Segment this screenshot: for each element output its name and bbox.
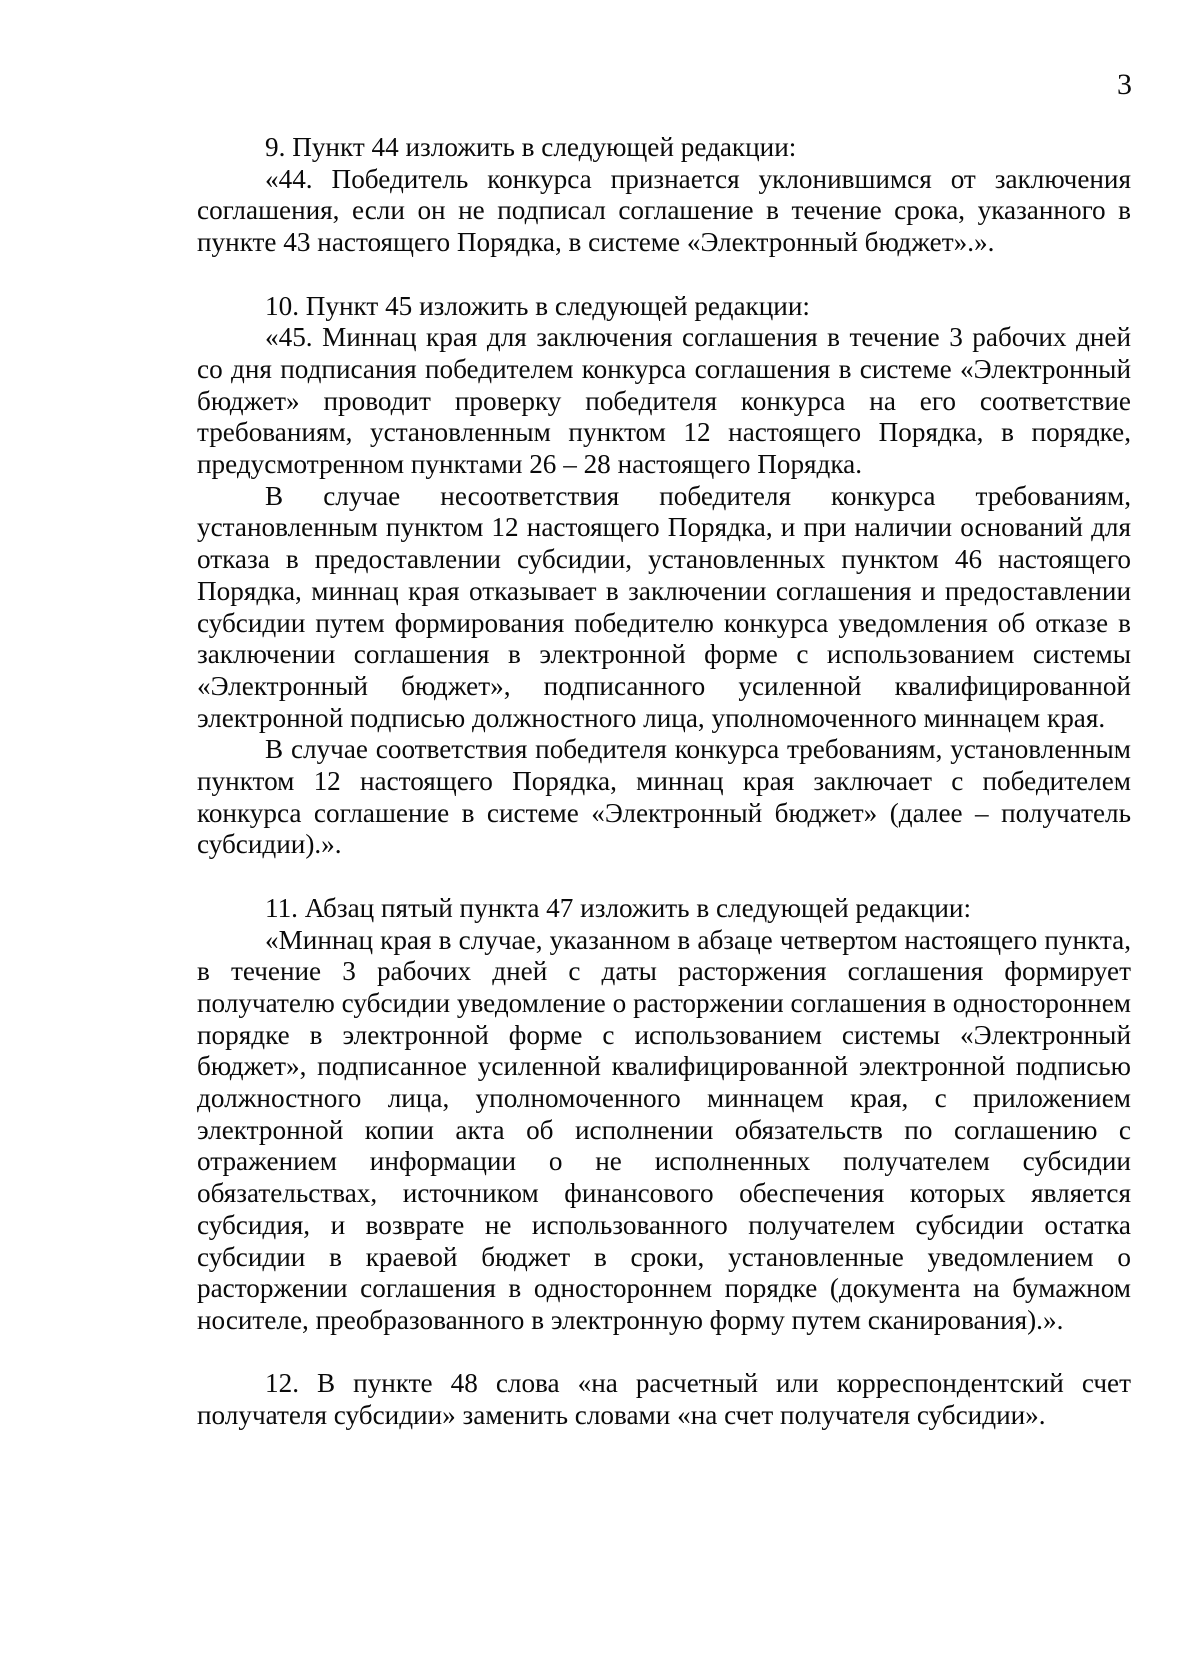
section-heading: 12. В пункте 48 слова «на расчетный или корреспондентский счет получателя субсидии» заменить словами «на счет получателя субсидии». [197,1368,1131,1431]
section-gap [197,259,1131,291]
page-number: 3 [1117,68,1132,101]
document-body [197,132,1131,1432]
section-heading: 9. Пункт 44 изложить в следующей редакции: [265,132,797,162]
section-paragraph: В случае несоответствия победителя конкурса требованиям, установленным пунктом 12 настоящего Порядка, и при наличии оснований для отказа в предоставлении субсидии, установленных пунктом 46 настоящего Порядка, миннац края отказывает в заключении соглашения и предоставлении субсидии путем формирования победителю конкурса уведомления об отказе в заключении соглашения в электронной форме с использованием системы «Электронный бюджет», подписанного усиленной квалифицированной электронной подписью должностного лица, уполномоченного миннацем края. [197,480,1131,733]
section-item-11 [197,893,1131,1337]
section-paragraph: «Миннац края в случае, указанном в абзаце четвертом настоящего пункта, в течение 3 рабочих дней с даты расторжения соглашения формирует получателю субсидии уведомление о расторжении соглашения в одностороннем порядке в электронной форме с использованием системы «Электронный бюджет», подписанное усиленной квалифицированной электронной подписью должностного лица, уполномоченного миннацем края, с приложением электронной копии акта об исполнении обязательств по соглашению с отражением информации о не исполненных получателем субсидии обязательствах, источником финансового обеспечения которых является субсидия, и возврате не использованного получателем субсидии остатка субсидии в краевой бюджет в сроки, установленные уведомлением о расторжении соглашения в одностороннем порядке (документа на бумажном носителе, преобразованного в электронную форму путем сканирования).». [197,924,1131,1335]
section-gap [197,1337,1131,1369]
section-item-12 [197,1368,1131,1431]
section-heading: 11. Абзац пятый пункта 47 изложить в следующей редакции: [265,892,972,923]
section-gap [197,861,1131,893]
section-item-10 [197,291,1131,862]
section-paragraph: В случае соответствия победителя конкурса требованиям, установленным пунктом 12 настоящего Порядка, миннац края заключает с победителем конкурса соглашение в системе «Электронный бюджет» (далее – получатель субсидии).». [197,734,1131,860]
section-heading: 10. Пункт 45 изложить в следующей редакции: [265,290,810,321]
section-paragraph: «45. Миннац края для заключения соглашения в течение 3 рабочих дней со дня подписания победителем конкурса соглашения в системе «Электронный бюджет» проводит проверку победителя конкурса на его соответствие требованиям, установленным пунктом 12 настоящего Порядка, в порядке, предусмотренном пунктами 26 – 28 настоящего Порядка. [197,322,1131,480]
section-paragraph: «44. Победитель конкурса признается уклонившимся от заключения соглашения, если он не подписал соглашение в течение срока, указанного в пункте 43 настоящего Порядка, в системе «Электронный бюджет».». [197,163,1131,258]
section-item-9 [197,132,1131,259]
